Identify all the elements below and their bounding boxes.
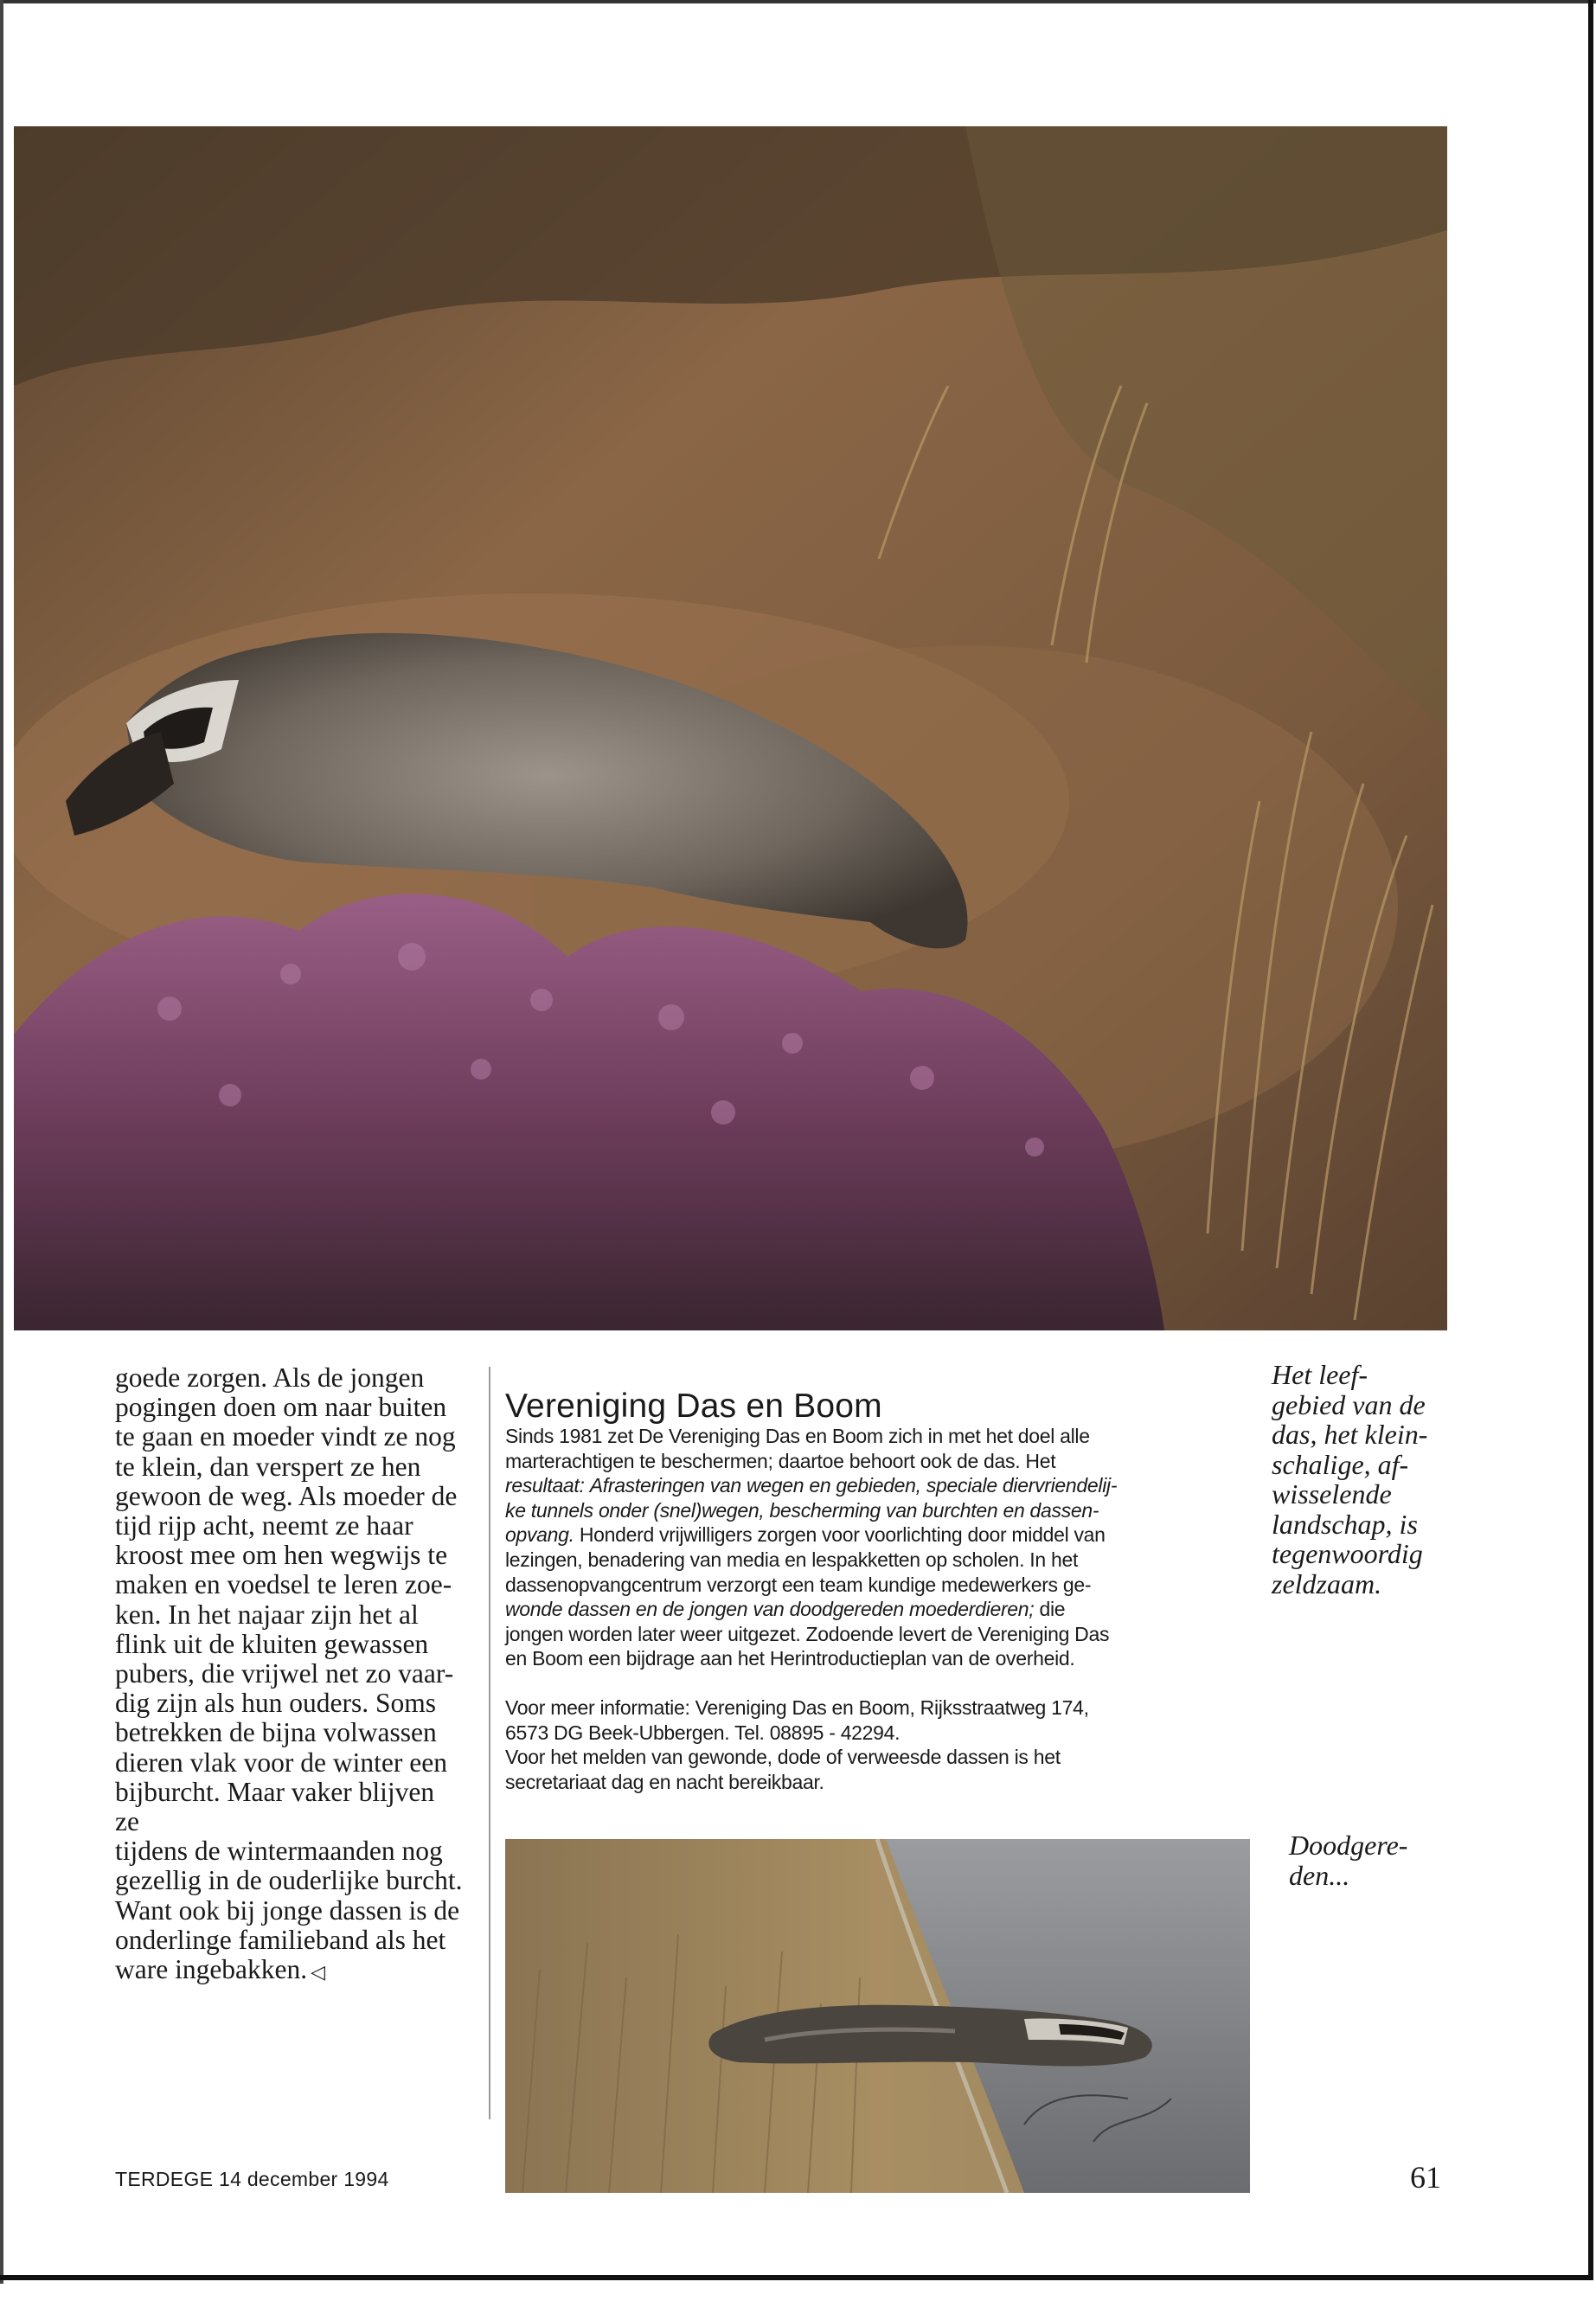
body-line: betrekken de bijna volwassen xyxy=(115,1717,437,1748)
caption-line: schalige, af- xyxy=(1272,1448,1409,1480)
body-line: Want ook bij jonge dassen is de xyxy=(115,1894,460,1926)
end-of-article-icon: ◁ xyxy=(311,1961,326,1984)
info-line xyxy=(505,1597,1223,1622)
info-box-title: Vereniging Das en Boom xyxy=(505,1388,882,1426)
info-italic: wonde dassen en de jongen van doodgereden moederdieren; xyxy=(505,1598,1035,1621)
caption-line: zeldzaam. xyxy=(1272,1567,1382,1599)
info-text: Honderd vrijwilligers zorgen voor voorlichting door middel van xyxy=(579,1523,1106,1547)
body-line: dieren vlak voor de winter een xyxy=(115,1747,447,1778)
column-divider xyxy=(489,1367,490,2119)
info-line: Sinds 1981 zet De Vereniging Das en Boom zich in met het doel alle xyxy=(505,1425,1090,1447)
body-line: goede zorgen. Als de jongen xyxy=(115,1362,425,1393)
contact-line: Voor het melden van gewonde, dode of verweesde dassen is het xyxy=(505,1746,1061,1769)
roadkill-badger-photo xyxy=(505,1839,1250,2193)
body-line: kroost mee om hen wegwijs te xyxy=(115,1540,448,1571)
body-line: dig zijn als hun ouders. Soms xyxy=(115,1688,436,1719)
info-italic: ke tunnels onder (snel)wegen, bescherming van burchten en dassen- xyxy=(505,1498,1099,1522)
body-line: gezellig in de ouderlijke burcht. xyxy=(115,1865,463,1896)
body-line: tijdens de wintermaanden nog xyxy=(115,1836,443,1867)
caption-line: das, het klein- xyxy=(1272,1419,1428,1450)
body-line: maken en voedsel te leren zoe- xyxy=(115,1569,452,1600)
info-line: jongen worden later weer uitgezet. Zodoende levert de Vereniging Das xyxy=(505,1622,1110,1645)
body-line-text: ware ingebakken. xyxy=(115,1954,308,1985)
caption-line: landschap, is xyxy=(1272,1508,1418,1540)
body-line: onderlinge familieband als het xyxy=(115,1924,446,1955)
article-body-column xyxy=(115,1363,463,1987)
info-line xyxy=(505,1522,1223,1548)
contact-line: 6573 DG Beek-Ubbergen. Tel. 08895 - 42294. xyxy=(505,1721,901,1744)
contact-line: Voor meer informatie: Vereniging Das en Boom, Rijksstraatweg 174, xyxy=(505,1695,1089,1719)
info-line xyxy=(505,1473,1223,1498)
info-box-text xyxy=(505,1424,1223,1794)
body-line: pubers, die vrijwel net zo vaar- xyxy=(115,1658,454,1689)
paragraph-gap xyxy=(505,1671,1223,1695)
caption-line: Doodgere- xyxy=(1289,1830,1408,1861)
info-line: en Boom een bijdrage aan het Herintroductieplan van de overheid. xyxy=(505,1647,1075,1670)
caption-line: tegenwoordig xyxy=(1272,1538,1423,1569)
body-line: te gaan en moeder vindt ze nog xyxy=(115,1421,456,1452)
body-line-last xyxy=(115,1955,463,1987)
badger-burrow-photo xyxy=(14,126,1447,1330)
info-line: marterachtigen te beschermen; daartoe behoort ook de das. Het xyxy=(505,1449,1056,1472)
info-text: die xyxy=(1039,1598,1066,1621)
page-number: 61 xyxy=(1410,2160,1441,2195)
info-line: dassenopvangcentrum verzorgt een team kundige medewerkers ge- xyxy=(505,1573,1092,1596)
caption-line: den... xyxy=(1289,1859,1350,1891)
body-line: tijd rijp acht, neemt ze haar xyxy=(115,1510,413,1541)
info-italic: Afrasteringen van wegen en gebieden, speciale diervriendelij- xyxy=(589,1474,1118,1497)
info-label: resultaat: xyxy=(505,1474,585,1497)
publication-footer: TERDEGE 14 december 1994 xyxy=(115,2168,389,2190)
info-line: lezingen, benadering van media en lespakketten op scholen. In het xyxy=(505,1548,1079,1571)
body-line: te klein, dan verspert ze hen xyxy=(115,1451,421,1482)
caption-line: wisselende xyxy=(1272,1478,1392,1509)
contact-line: secretariaat dag en nacht bereikbaar. xyxy=(505,1770,824,1793)
body-line: bijburcht. Maar vaker blijven ze xyxy=(115,1776,435,1837)
info-line xyxy=(505,1498,1223,1523)
roadkill-caption xyxy=(1289,1830,1436,1890)
habitat-caption xyxy=(1272,1360,1453,1599)
caption-line: gebied van de xyxy=(1272,1388,1426,1420)
info-italic: opvang. xyxy=(505,1523,574,1547)
caption-line: Het leef- xyxy=(1272,1359,1368,1390)
body-line: ken. In het najaar zijn het al xyxy=(115,1599,419,1630)
body-line: gewoon de weg. Als moeder de xyxy=(115,1480,458,1511)
body-line: flink uit de kluiten gewassen xyxy=(115,1628,429,1659)
body-line: pogingen doen om naar buiten xyxy=(115,1392,447,1423)
